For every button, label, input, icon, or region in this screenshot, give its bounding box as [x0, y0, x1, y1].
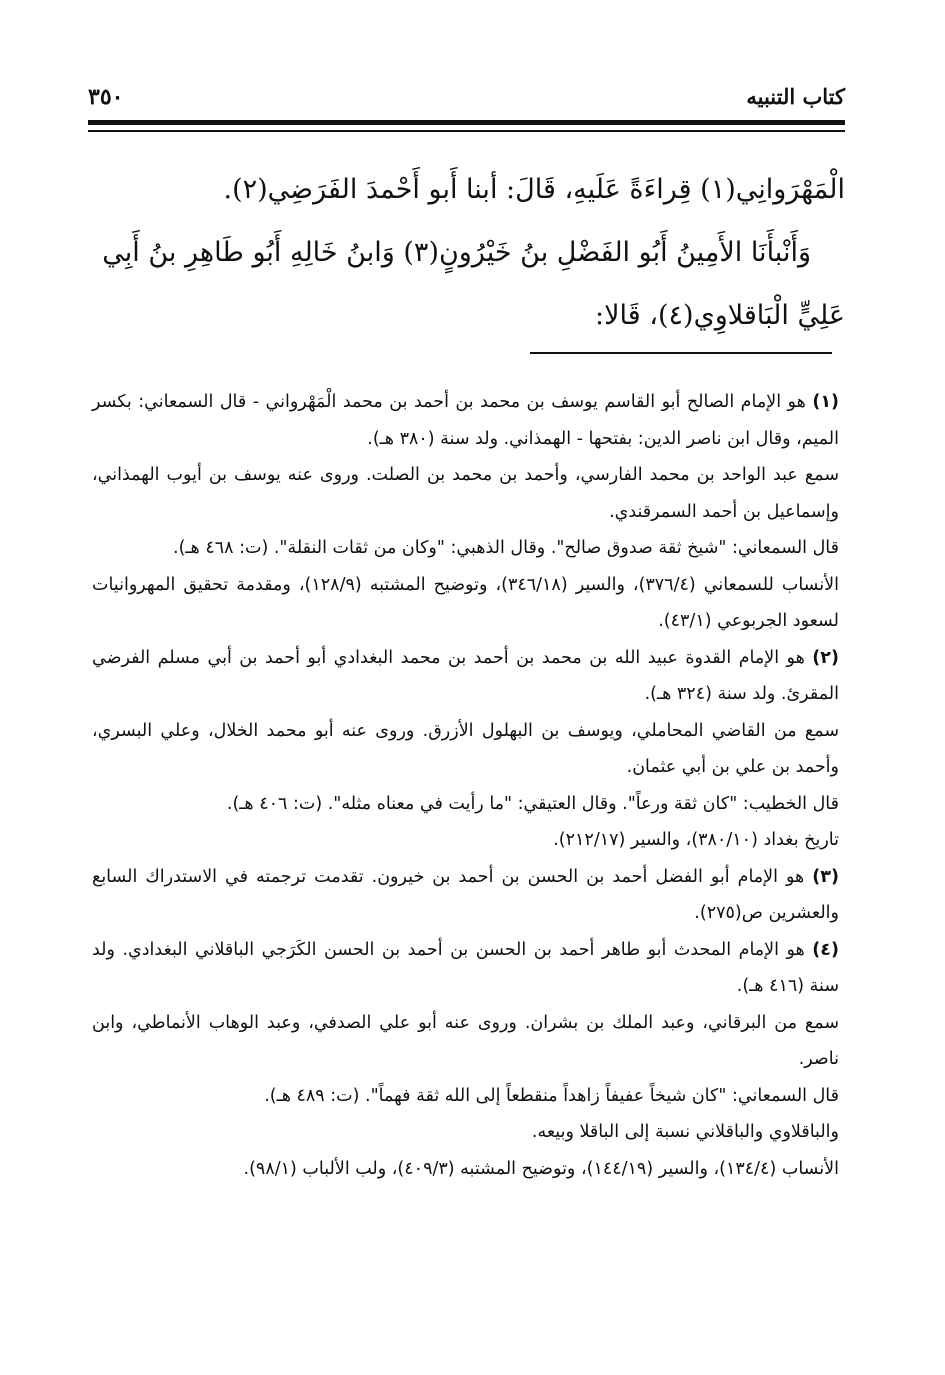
footnote-3: [92, 859, 839, 932]
footnote-line: سمع من القاضي المحاملي، ويوسف بن البهلول الأزرق. وروى عنه أبو محمد الخلال، وعلي البسري، وأحمد بن علي بن أبي عثمان.: [92, 720, 839, 777]
footnote-number: (١): [812, 392, 839, 412]
footnote-line: هو الإمام أبو الفضل أحمد بن الحسن بن أحمد بن خيرون. تقدمت ترجمته في الاستدراك السابع والعشرين ص(٢٧٥).: [92, 866, 839, 923]
footnote-number: (٣): [812, 866, 839, 887]
footnote-number: (٤): [812, 939, 839, 960]
footnote-line: تاريخ بغداد (٣٨٠/١٠)، والسير (٢١٢/١٧).: [553, 830, 839, 850]
book-title: كتاب التنبيه: [746, 84, 845, 109]
footnote-4: [92, 932, 839, 1188]
footnote-line: قال السمعاني: "كان شيخاً عفيفاً زاهداً منقطعاً إلى الله ثقة فهماً". (ت: ٤٨٩ هـ).: [264, 1085, 839, 1106]
footnote-line: والباقلاوي والباقلاني نسبة إلى الباقلا وبيعه.: [531, 1122, 839, 1142]
footnote-line: هو الإمام المحدث أبو طاهر أحمد بن الحسن بن أحمد بن الحسن الكَرَجي الباقلاني البغدادي. ولد سنة (٤١٦ هـ).: [92, 939, 839, 996]
footnote-number: (٢): [812, 647, 839, 668]
footnote-line: هو الإمام القدوة عبيد الله بن محمد بن أحمد بن محمد البغدادي أبو أحمد بن أبي مسلم الفرضي المقرئ. ولد سنة (٣٢٤ هـ).: [92, 647, 839, 704]
header-rule-thick: [88, 120, 845, 125]
page-number: ٣٥٠: [88, 84, 124, 110]
footnote-separator: [530, 352, 832, 354]
header-rule-thin: [88, 130, 845, 132]
footnote-line: قال السمعاني: "شيخ ثقة صدوق صالح". وقال الذهبي: "وكان من ثقات النقلة". (ت: ٤٦٨ هـ).: [173, 538, 839, 558]
main-paragraph: وَأَنْبأَنَا الأَمِينُ أَبُو الفَضْلِ بنُ خَيْرُونٍ(٣) وَابنُ خَالِهِ أَبُو طَاهِرِ بنُ أَبِي عَلِيٍّ الْبَاقلاوِي(٤)، قَالا:: [102, 237, 845, 331]
running-header: [88, 82, 845, 116]
footnote-line: قال الخطيب: "كان ثقة ورعاً". وقال العتيقي: "ما رأيت في معناه مثله". (ت: ٤٠٦ هـ).: [226, 793, 839, 814]
footnote-2: [92, 640, 839, 859]
footnote-line: سمع عبد الواحد بن محمد الفارسي، وأحمد بن محمد بن الصلت. وروى عنه يوسف بن أيوب الهمذاني، وإسماعيل بن أحمد السمرقندي.: [92, 465, 839, 522]
footnotes: [92, 384, 839, 1187]
footnote-line: هو الإمام الصالح أبو القاسم يوسف بن محمد بن أحمد بن محمد الْمَهْرواني - قال السمعاني: بكسر الميم، وقال ابن ناصر الدين: بفتحها - الهمذاني. ولد سنة (٣٨٠ هـ).: [92, 392, 839, 449]
footnote-line: الأنساب للسمعاني (٣٧٦/٤)، والسير (٣٤٦/١٨)، وتوضيح المشتبه (١٢٨/٩)، ومقدمة تحقيق المهروانيات لسعود الجربوعي (٤٣/١).: [92, 574, 840, 631]
main-paragraph: الْمَهْرَوانِي(١) قِراءَةً عَلَيهِ، قَالَ: أبنا أَبو أَحْمدَ الفَرَضِي(٢).: [223, 174, 845, 205]
footnote-1: [92, 384, 839, 640]
main-text: [88, 158, 845, 347]
footnote-line: سمع من البرقاني، وعبد الملك بن بشران. وروى عنه أبو علي الصدفي، وعبد الوهاب الأنماطي، وابن ناصر.: [92, 1012, 839, 1069]
footnote-line: الأنساب (١٣٤/٤)، والسير (١٤٤/١٩)، وتوضيح المشتبه (٤٠٩/٣)، ولب الألباب (٩٨/١).: [243, 1158, 839, 1179]
